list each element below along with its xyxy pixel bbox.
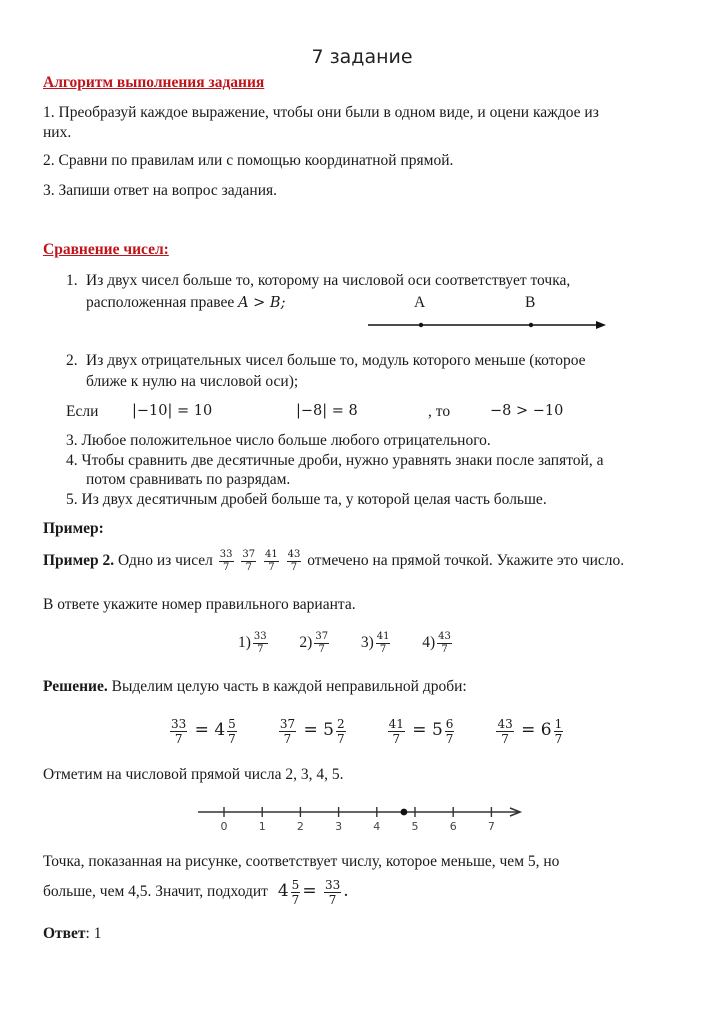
axis-label-b: B [525, 294, 536, 311]
option-3: 3) $\frac{41}{7}$ [360, 630, 390, 655]
solution-line [43, 678, 467, 696]
algorithm-step-3: 3. Запиши ответ на вопрос задания. [43, 182, 278, 199]
mark-text: Отметим на числовой прямой числа 2, 3, 4, 5. [43, 766, 344, 783]
tick-label-0: 0 [220, 820, 228, 833]
rule-2-line-2: ближе к нулю на числовой оси); [86, 373, 299, 390]
answer [43, 925, 101, 943]
answer-options [238, 628, 454, 658]
rule-5: 5. Из двух десятичным дробей больше та, у которой целая часть больше. [66, 491, 547, 508]
example-instruction: В ответе укажите номер правильного варианта. [43, 596, 356, 613]
ab-number-line [360, 318, 610, 332]
option-3-fraction: $\frac{41}{7}$ [376, 630, 390, 655]
conversions [168, 712, 603, 749]
abs-expression-2: |−8| = 8 [296, 403, 358, 419]
conclusion-fraction: $\frac{5}{7}$ [291, 877, 300, 907]
equals-sign: = [302, 881, 322, 901]
example-task-text-after: отмечено на прямой точкой. Укажите это число. [307, 552, 625, 569]
example-task-text-before: Одно из чисел [118, 552, 213, 569]
option-4-fraction: $\frac{43}{7}$ [438, 630, 451, 655]
conclusion-line-2 [43, 873, 349, 910]
option-4: 4) $\frac{43}{7}$ [422, 630, 451, 655]
then-label: , то [428, 403, 451, 420]
conclusion-text: больше, чем 4,5. Значит, подходит [43, 883, 268, 900]
option-2-fraction: $\frac{37}{7}$ [315, 630, 329, 655]
rule-1-number: 1. [66, 272, 78, 289]
tick-label-6: 6 [449, 820, 457, 833]
tick-label-5: 5 [411, 820, 419, 833]
period: . [343, 881, 349, 901]
option-1-fraction: $\frac{33}{7}$ [253, 630, 267, 655]
marked-point [401, 809, 408, 816]
example-number-line [190, 800, 530, 836]
tick-label-3: 3 [335, 820, 343, 833]
rule-4-line-1: 4. Чтобы сравнить две десятичные дроби, нужно уравнять знаки после запятой, а [66, 452, 604, 469]
algorithm-step-2: 2. Сравни по правилам или с помощью координатной прямой. [43, 152, 454, 169]
rule-4-line-2: потом сравнивать по разрядам. [86, 471, 291, 488]
option-1: 1) $\frac{33}{7}$ [238, 630, 267, 655]
tick-label-7: 7 [487, 820, 495, 833]
task-fraction-3: $\frac{41}{7}$ [265, 548, 278, 573]
tick-label-2: 2 [296, 820, 304, 833]
comparison-heading: Сравнение чисел: [43, 241, 169, 258]
page-title: 7 задание [311, 46, 413, 68]
example-heading: Пример: [43, 520, 104, 537]
algorithm-step-1: 1. Преобразуй каждое выражение, чтобы они были в одном виде, и оцени каждое из [43, 104, 599, 121]
rule-1-line-2 [86, 294, 285, 312]
rule-2-line-1: Из двух отрицательных чисел больше то, модуль которого меньше (которое [86, 352, 586, 369]
task-fraction-1: $\frac{33}{7}$ [219, 548, 233, 573]
comparison-result: −8 > −10 [490, 403, 564, 419]
conversion-2: $\frac{37}{7}$ = 5 $\frac{2}{7}$ [279, 716, 345, 746]
answer-value: : 1 [85, 925, 102, 942]
conclusion-whole: 4 [277, 881, 289, 901]
conversion-3: $\frac{41}{7}$ = 5 $\frac{6}{7}$ [388, 716, 454, 746]
if-label: Если [66, 403, 99, 420]
tick-label-4: 4 [373, 820, 381, 833]
conclusion-line-1: Точка, показанная на рисунке, соответствует числу, которое меньше, чем 5, но [43, 853, 560, 870]
algorithm-step-1-cont: них. [43, 124, 72, 141]
conclusion-result-fraction: $\frac{33}{7}$ [324, 877, 341, 907]
tick-label-1: 1 [258, 820, 266, 833]
arrow-right-icon [596, 321, 606, 329]
example-task-label: Пример 2. [43, 552, 115, 569]
task-fraction-2: $\frac{37}{7}$ [242, 548, 256, 573]
solution-label: Решение. [43, 678, 108, 695]
answer-label: Ответ [43, 925, 86, 942]
rule-1-line-1: Из двух чисел больше то, которому на числовой оси соответствует точка, [86, 272, 571, 289]
conversion-4: $\frac{43}{7}$ = 6 $\frac{1}{7}$ [497, 716, 563, 746]
point-b [529, 323, 533, 327]
axis-label-a: A [414, 294, 426, 311]
point-a [419, 323, 423, 327]
task-fraction-4: $\frac{43}{7}$ [287, 548, 301, 573]
rule-2-number: 2. [66, 352, 78, 369]
algorithm-heading: Алгоритм выполнения задания [43, 74, 265, 91]
rule-3: 3. Любое положительное число больше любого отрицательного. [66, 432, 491, 449]
example-task [43, 546, 624, 576]
solution-text: Выделим целую часть в каждой неправильной дроби: [111, 678, 467, 695]
conversion-1: $\frac{33}{7}$ = 4 $\frac{5}{7}$ [171, 716, 236, 746]
abs-expression-1: |−10| = 10 [132, 403, 213, 419]
rule-1-math: A > B; [238, 295, 286, 311]
option-2: 2) $\frac{37}{7}$ [299, 630, 329, 655]
rule-1-text: расположенная правее [86, 294, 235, 311]
